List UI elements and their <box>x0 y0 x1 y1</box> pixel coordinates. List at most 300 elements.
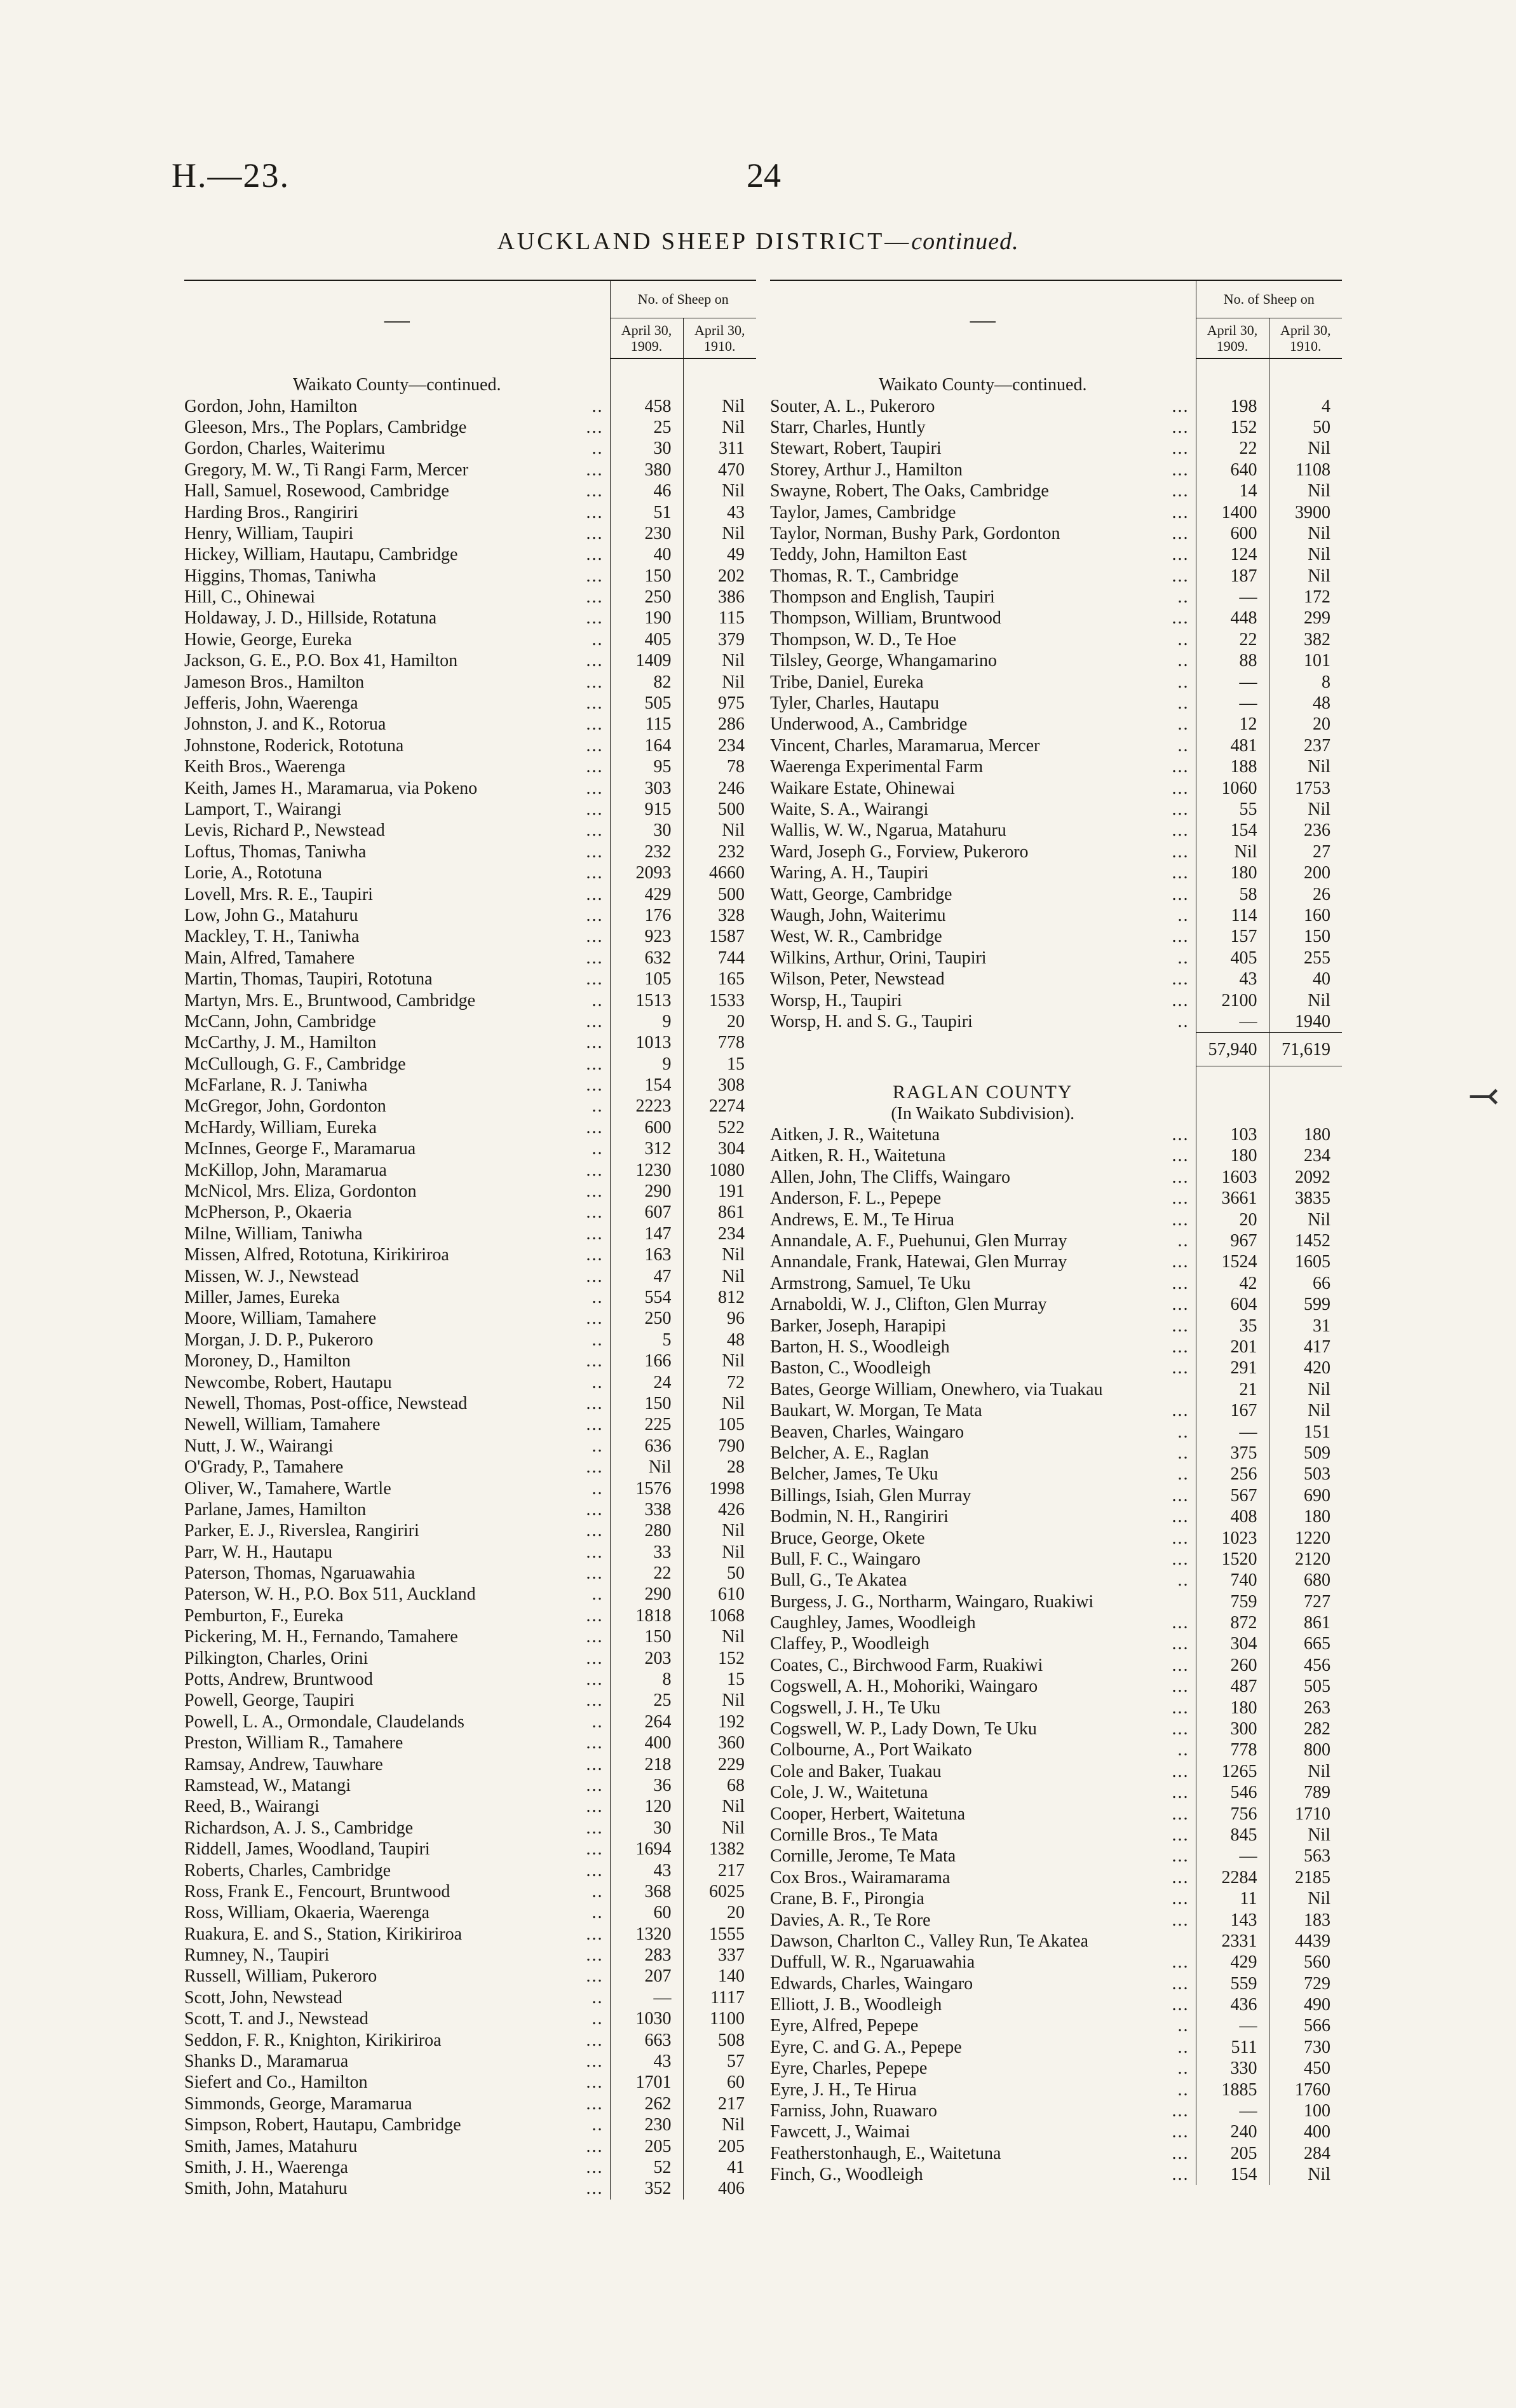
owner-name: Paterson, Thomas, Ngaruawahia <box>184 1563 416 1584</box>
owner-name: Harding Bros., Rangiriri <box>184 502 358 522</box>
table-row <box>770 756 1342 777</box>
sheep-1910-cell: 470 <box>683 459 756 480</box>
leader-dots: ... <box>1172 1825 1189 1845</box>
owner-name: Pemburton, F., Eureka <box>184 1605 344 1626</box>
sheep-1910-cell: Nil <box>1269 566 1342 587</box>
sheep-1910-cell: 490 <box>1269 1994 1342 2015</box>
sheep-1909-cell: 380 <box>610 459 683 480</box>
sheep-1909-cell: 250 <box>610 587 683 608</box>
sheep-1910-cell: 727 <box>1269 1591 1342 1612</box>
leader-dots: ... <box>586 693 604 714</box>
sheep-1909-cell: 124 <box>1196 544 1269 565</box>
name-column-header: — <box>770 280 1196 358</box>
sheep-1910-cell: 505 <box>1269 1676 1342 1697</box>
raglan-county-heading: RAGLAN COUNTY <box>893 1082 1073 1103</box>
sheep-1910-cell: 8 <box>1269 671 1342 692</box>
sheep-1910-cell: Nil <box>1269 438 1342 459</box>
leader-dots: ... <box>1172 1761 1189 1781</box>
sheep-1909-cell: 400 <box>610 1732 683 1753</box>
table-row <box>184 756 756 777</box>
owner-cell <box>770 1718 1196 1739</box>
sheep-1910-cell: 450 <box>1269 2058 1342 2079</box>
owner-name: Parlane, James, Hamilton <box>184 1499 367 1520</box>
table-row <box>184 990 756 1010</box>
owner-cell <box>184 1563 610 1584</box>
owner-name: Hall, Samuel, Rosewood, Cambridge <box>184 481 449 501</box>
table-row <box>770 1803 1342 1824</box>
table-row <box>184 693 756 714</box>
leader-dots: ... <box>586 2136 604 2156</box>
sheep-1910-cell: 50 <box>683 1563 756 1584</box>
sheep-1910-cell: Nil <box>1269 756 1342 777</box>
sheep-1909-cell: 22 <box>1196 438 1269 459</box>
table-row <box>184 1308 756 1329</box>
sheep-1909-cell: 157 <box>1196 926 1269 947</box>
sheep-1909-cell: 21 <box>1196 1379 1269 1400</box>
owner-cell <box>770 2037 1196 2058</box>
leader-dots: ... <box>586 1860 604 1881</box>
sheep-1909-cell: 164 <box>610 735 683 756</box>
owner-cell <box>184 1330 610 1350</box>
table-row <box>184 1181 756 1202</box>
leader-dots: ... <box>1172 1188 1189 1209</box>
table-row <box>184 1775 756 1796</box>
sheep-1910-cell: Nil <box>683 820 756 841</box>
leader-dots: ... <box>586 2093 604 2114</box>
owner-cell <box>184 459 610 480</box>
sheep-1909-cell: 554 <box>610 1287 683 1308</box>
leader-dots: .. <box>1177 2016 1189 2036</box>
sheep-1910-cell: 665 <box>1269 1633 1342 1654</box>
leader-dots: ... <box>586 1521 604 1541</box>
owner-cell <box>184 1159 610 1180</box>
owner-cell <box>770 1145 1196 1166</box>
table-row <box>184 841 756 862</box>
table-row <box>770 1506 1342 1527</box>
owner-name: Cooper, Herbert, Waitetuna <box>770 1804 966 1824</box>
table-row <box>770 1633 1342 1654</box>
owner-cell <box>184 1647 610 1668</box>
table-row <box>184 1032 756 1053</box>
owner-name: Underwood, A., Cambridge <box>770 714 968 735</box>
table-row <box>770 799 1342 820</box>
owner-cell <box>770 820 1196 841</box>
sheep-1910-cell: Nil <box>683 1265 756 1286</box>
table-row <box>770 969 1342 990</box>
owner-name: Caughley, James, Woodleigh <box>770 1613 976 1633</box>
sheep-1909-cell: 43 <box>610 2051 683 2072</box>
owner-name: Henry, William, Taupiri <box>184 523 354 543</box>
table-row <box>184 1626 756 1647</box>
owner-name: Belcher, A. E., Raglan <box>770 1443 930 1463</box>
leader-dots: ... <box>1172 439 1189 459</box>
owner-name: Reed, B., Wairangi <box>184 1797 320 1817</box>
sheep-1910-cell: 160 <box>1269 905 1342 926</box>
owner-cell <box>770 948 1196 969</box>
owner-cell <box>184 2029 610 2050</box>
table-row <box>184 2135 756 2156</box>
leader-dots: ... <box>1172 1655 1189 1675</box>
sheep-1909-cell: 190 <box>610 608 683 629</box>
owner-name: O'Grady, P., Tamahere <box>184 1457 344 1478</box>
owner-cell <box>770 1888 1196 1909</box>
sheep-1909-cell: 154 <box>1196 820 1269 841</box>
year-1910-header: April 30, 1910. <box>683 318 756 359</box>
sheep-1909-cell: 1023 <box>1196 1527 1269 1548</box>
leader-dots: ... <box>586 757 604 777</box>
sheep-1909-cell: 22 <box>1196 629 1269 650</box>
sheep-1910-cell: 48 <box>1269 693 1342 714</box>
owner-cell <box>184 2072 610 2093</box>
table-row <box>184 1987 756 2008</box>
sheep-1909-cell: 1013 <box>610 1032 683 1053</box>
owner-cell <box>184 1626 610 1647</box>
sheep-1909-cell: 368 <box>610 1881 683 1902</box>
owner-cell <box>184 2093 610 2114</box>
table-row <box>770 1761 1342 1782</box>
title-continued: continued. <box>911 228 1019 255</box>
owner-name: Preston, William R., Tamahere <box>184 1733 403 1753</box>
leader-dots: ... <box>1172 778 1189 798</box>
owner-name: Nutt, J. W., Wairangi <box>184 1436 334 1456</box>
owner-cell <box>770 1124 1196 1145</box>
sheep-1909-cell: 1818 <box>610 1605 683 1626</box>
owner-cell <box>770 1825 1196 1846</box>
owner-name: Worsp, H. and S. G., Taupiri <box>770 1012 973 1032</box>
sheep-1909-cell: 22 <box>610 1563 683 1584</box>
owner-cell <box>184 883 610 904</box>
table-row <box>770 608 1342 629</box>
owner-cell <box>770 1464 1196 1485</box>
sheep-1910-cell: 4439 <box>1269 1931 1342 1952</box>
owner-cell <box>184 1881 610 1902</box>
table-row <box>770 1230 1342 1251</box>
owner-cell <box>770 1273 1196 1294</box>
leader-dots: ... <box>586 948 604 968</box>
sheep-1909-cell: 600 <box>610 1117 683 1138</box>
owner-name: McHardy, William, Eureka <box>184 1117 377 1138</box>
sheep-1909-cell: Nil <box>610 1457 683 1478</box>
leader-dots: .. <box>1177 905 1189 925</box>
sheep-1910-cell: Nil <box>683 480 756 501</box>
owner-name: Swayne, Robert, The Oaks, Cambridge <box>770 481 1049 501</box>
leader-dots: ... <box>1172 1358 1189 1378</box>
owner-cell <box>184 1202 610 1223</box>
owner-name: Smith, J. H., Waerenga <box>184 2158 348 2177</box>
owner-name: Thompson, William, Bruntwood <box>770 608 1001 629</box>
sheep-1909-cell: 256 <box>1196 1464 1269 1485</box>
table-row <box>770 438 1342 459</box>
sheep-1910-cell: 41 <box>683 2157 756 2178</box>
sheep-1910-cell: 311 <box>683 438 756 459</box>
owner-cell <box>770 629 1196 650</box>
raglan-subdivision-note: (In Waikato Subdivision). <box>891 1103 1075 1124</box>
table-row <box>184 1244 756 1265</box>
table-row <box>184 862 756 883</box>
owner-cell <box>770 501 1196 522</box>
sheep-1909-cell: 636 <box>610 1436 683 1457</box>
sheep-1909-cell: 180 <box>1196 1145 1269 1166</box>
sheep-1910-cell: 3835 <box>1269 1188 1342 1209</box>
sheep-1910-cell: 426 <box>683 1499 756 1520</box>
sheep-1910-cell: Nil <box>683 1541 756 1562</box>
owner-name: McKillop, John, Maramarua <box>184 1160 387 1180</box>
sheep-1909-cell: 607 <box>610 1202 683 1223</box>
sheep-1909-cell: 9 <box>610 1011 683 1032</box>
table-row <box>184 1265 756 1286</box>
sheep-1909-cell: 1513 <box>610 990 683 1010</box>
owner-name: Ward, Joseph G., Forview, Pukeroro <box>770 841 1029 862</box>
owner-name: Arnaboldi, W. J., Clifton, Glen Murray <box>770 1295 1047 1315</box>
owner-cell <box>184 1287 610 1308</box>
owner-cell <box>184 395 610 416</box>
owner-name: Beaven, Charles, Waingaro <box>770 1422 964 1442</box>
owner-name: Ross, William, Okaeria, Waerenga <box>184 1903 430 1923</box>
table-row <box>770 1718 1342 1739</box>
owner-cell <box>184 926 610 947</box>
table-row <box>770 480 1342 501</box>
sheep-1909-cell: 448 <box>1196 608 1269 629</box>
sheep-1909-cell: — <box>1196 587 1269 608</box>
table-row <box>184 1054 756 1075</box>
owner-name: Wilson, Peter, Newstead <box>770 969 945 990</box>
total-1910: 71,619 <box>1269 1033 1342 1066</box>
table-row <box>770 1676 1342 1697</box>
owner-name: Elliott, J. B., Woodleigh <box>770 1995 942 2015</box>
sheep-1910-cell: 778 <box>683 1032 756 1053</box>
owner-cell <box>184 1371 610 1392</box>
sheep-1910-cell: 28 <box>683 1457 756 1478</box>
owner-cell <box>184 1096 610 1117</box>
sheep-1909-cell: — <box>1196 2100 1269 2121</box>
owner-name: Missen, Alfred, Rototuna, Kirikiriroa <box>184 1245 449 1265</box>
sheep-1909-cell: 52 <box>610 2157 683 2178</box>
sheep-1909-cell: 20 <box>1196 1209 1269 1230</box>
owner-cell <box>770 1761 1196 1782</box>
table-row <box>184 2008 756 2029</box>
table-row <box>770 1464 1342 1485</box>
sheep-1909-cell: 46 <box>610 480 683 501</box>
owner-cell <box>770 1867 1196 1888</box>
leader-dots: .. <box>1177 1740 1189 1760</box>
leader-dots: ... <box>586 1457 604 1478</box>
owner-cell <box>184 1308 610 1329</box>
leader-dots: ... <box>586 2030 604 2050</box>
sheep-1909-cell: 1230 <box>610 1159 683 1180</box>
owner-name: Main, Alfred, Tamahere <box>184 948 355 968</box>
owner-name: McPherson, P., Okaeria <box>184 1202 352 1223</box>
owner-name: Baston, C., Woodleigh <box>770 1358 931 1378</box>
table-row <box>184 1075 756 1096</box>
owner-name: Billings, Isiah, Glen Murray <box>770 1485 971 1506</box>
sheep-1910-cell: Nil <box>683 2114 756 2135</box>
sheep-1909-cell: 330 <box>1196 2058 1269 2079</box>
sheep-1909-cell: 58 <box>1196 883 1269 904</box>
sheep-1910-cell: 382 <box>1269 629 1342 650</box>
table-row <box>770 544 1342 565</box>
owner-cell <box>184 1711 610 1732</box>
owner-name: Bull, G., Te Akatea <box>770 1570 907 1591</box>
sheep-1910-cell: 1220 <box>1269 1527 1342 1548</box>
sheep-1909-cell: 915 <box>610 799 683 820</box>
owner-name: Levis, Richard P., Newstead <box>184 820 385 841</box>
owner-cell <box>770 1167 1196 1188</box>
sheep-1910-cell: 1998 <box>683 1478 756 1499</box>
sheep-1909-cell: 88 <box>1196 650 1269 671</box>
sheep-1909-cell: — <box>1196 671 1269 692</box>
table-row <box>770 1527 1342 1548</box>
owner-name: Gleeson, Mrs., The Poplars, Cambridge <box>184 417 467 437</box>
sheep-1909-cell: 33 <box>610 1541 683 1562</box>
owner-cell <box>770 1506 1196 1527</box>
owner-name: Powell, L. A., Ormondale, Claudelands <box>184 1711 464 1732</box>
sheep-1909-cell: 505 <box>610 693 683 714</box>
sheep-1910-cell: 599 <box>1269 1294 1342 1315</box>
sheep-1909-cell: 487 <box>1196 1676 1269 1697</box>
leader-dots: ... <box>586 2051 604 2072</box>
table-row <box>184 480 756 501</box>
owner-cell <box>184 990 610 1010</box>
sheep-1910-cell: 800 <box>1269 1739 1342 1760</box>
owner-cell <box>184 1054 610 1075</box>
owner-cell <box>184 1138 610 1159</box>
leader-dots: ... <box>586 735 604 756</box>
leader-dots: ... <box>586 1605 604 1626</box>
sheep-1910-cell: 49 <box>683 544 756 565</box>
owner-cell <box>184 693 610 714</box>
sheep-1910-cell: 400 <box>1269 2121 1342 2142</box>
sheep-1909-cell: 264 <box>610 1711 683 1732</box>
sheep-1910-cell: 15 <box>683 1054 756 1075</box>
sheep-1910-cell: Nil <box>683 1626 756 1647</box>
sheep-1910-cell: 1710 <box>1269 1803 1342 1824</box>
table-row <box>770 1867 1342 1888</box>
leader-dots: ... <box>1172 1804 1189 1824</box>
leader-dots: ... <box>1172 396 1189 416</box>
owner-name: Martyn, Mrs. E., Bruntwood, Cambridge <box>184 990 476 1010</box>
table-row <box>770 417 1342 438</box>
leader-dots: ... <box>1172 608 1189 629</box>
table-row <box>770 587 1342 608</box>
sheep-1909-cell: 352 <box>610 2178 683 2199</box>
sheep-1910-cell: 560 <box>1269 1952 1342 1973</box>
leader-dots: ... <box>1172 757 1189 777</box>
sheep-1910-cell: Nil <box>1269 1888 1342 1909</box>
owner-name: Andrews, E. M., Te Hirua <box>770 1209 954 1230</box>
owner-name: Waerenga Experimental Farm <box>770 757 984 777</box>
owner-cell <box>770 693 1196 714</box>
table-row <box>184 1818 756 1839</box>
sheep-1909-cell: 24 <box>610 1371 683 1392</box>
sheep-1909-cell: 205 <box>610 2135 683 2156</box>
owner-name: Waugh, John, Waiterimu <box>770 905 946 925</box>
owner-name: Thomas, R. T., Cambridge <box>770 566 959 586</box>
table-row <box>770 629 1342 650</box>
sheep-1909-cell: 1520 <box>1196 1549 1269 1570</box>
sheep-1909-cell: 25 <box>610 417 683 438</box>
table-row <box>184 1096 756 1117</box>
sheep-1909-cell: 115 <box>610 714 683 735</box>
sheep-1909-cell: 481 <box>1196 735 1269 756</box>
sheep-1909-cell: 872 <box>1196 1612 1269 1633</box>
table-row <box>184 1330 756 1350</box>
sheep-1910-cell: 1108 <box>1269 459 1342 480</box>
owner-name: Eyre, C. and G. A., Pepepe <box>770 2037 962 2057</box>
owner-cell <box>184 1393 610 1414</box>
sheep-1910-cell: 180 <box>1269 1124 1342 1145</box>
table-row <box>770 735 1342 756</box>
sheep-1909-cell: 60 <box>610 1902 683 1923</box>
sheep-1910-cell: 790 <box>683 1436 756 1457</box>
leader-dots: ... <box>1172 1783 1189 1803</box>
owner-cell <box>770 566 1196 587</box>
leader-dots: ... <box>586 863 604 883</box>
year-1910-header: April 30, 1910. <box>1269 318 1342 359</box>
table-row <box>770 2143 1342 2164</box>
owner-name: Eyre, J. H., Te Hirua <box>770 2079 917 2100</box>
owner-name: Tribe, Daniel, Eureka <box>770 672 924 692</box>
leader-dots: ... <box>1172 417 1189 437</box>
sheep-1909-cell: 230 <box>610 523 683 544</box>
owner-cell <box>184 905 610 926</box>
sheep-1909-cell: 1409 <box>610 650 683 671</box>
sheep-1910-cell: 165 <box>683 969 756 990</box>
sheep-1909-cell: 559 <box>1196 1973 1269 1994</box>
owner-cell <box>184 1011 610 1032</box>
owner-name: Pickering, M. H., Fernando, Tamahere <box>184 1627 458 1647</box>
owner-name: Jefferis, John, Waerenga <box>184 693 358 714</box>
table-row <box>770 1400 1342 1421</box>
sheep-1910-cell: Nil <box>683 671 756 692</box>
sheep-1909-cell: 338 <box>610 1499 683 1520</box>
sheep-1909-cell: 546 <box>1196 1782 1269 1803</box>
leader-dots: ... <box>1172 863 1189 883</box>
owner-cell <box>770 799 1196 820</box>
leader-dots: ... <box>586 587 604 608</box>
sheep-1910-cell: 217 <box>683 1860 756 1881</box>
owner-name: Milne, William, Taniwha <box>184 1223 363 1244</box>
table-row <box>184 1371 756 1392</box>
owner-name: Finch, G., Woodleigh <box>770 2165 923 2185</box>
leader-dots: ... <box>586 1945 604 1966</box>
owner-cell <box>770 587 1196 608</box>
leader-dots: .. <box>592 1711 604 1732</box>
owner-cell <box>770 523 1196 544</box>
sheep-1910-cell: 308 <box>683 1075 756 1096</box>
leader-dots: ... <box>586 459 604 480</box>
table-row <box>184 1350 756 1371</box>
sheep-1909-cell: 36 <box>610 1775 683 1796</box>
leader-dots: ... <box>586 884 604 904</box>
sheep-1909-cell: 923 <box>610 926 683 947</box>
sheep-1909-cell: 304 <box>1196 1633 1269 1654</box>
sheep-1909-cell: 1701 <box>610 2072 683 2093</box>
owner-cell <box>184 2051 610 2072</box>
sheep-1909-cell: 1885 <box>1196 2079 1269 2100</box>
table-row <box>184 1584 756 1605</box>
sheep-1910-cell: 246 <box>683 777 756 798</box>
sheep-1909-cell: 180 <box>1196 1697 1269 1718</box>
owner-name: Watt, George, Cambridge <box>770 884 952 904</box>
sheep-1910-cell: 975 <box>683 693 756 714</box>
table-row <box>184 1605 756 1626</box>
leader-dots: ... <box>586 969 604 990</box>
table-row <box>184 544 756 565</box>
table-row <box>184 777 756 798</box>
owner-cell <box>184 566 610 587</box>
owner-cell <box>184 1499 610 1520</box>
sheep-1910-cell: 1555 <box>683 1924 756 1945</box>
